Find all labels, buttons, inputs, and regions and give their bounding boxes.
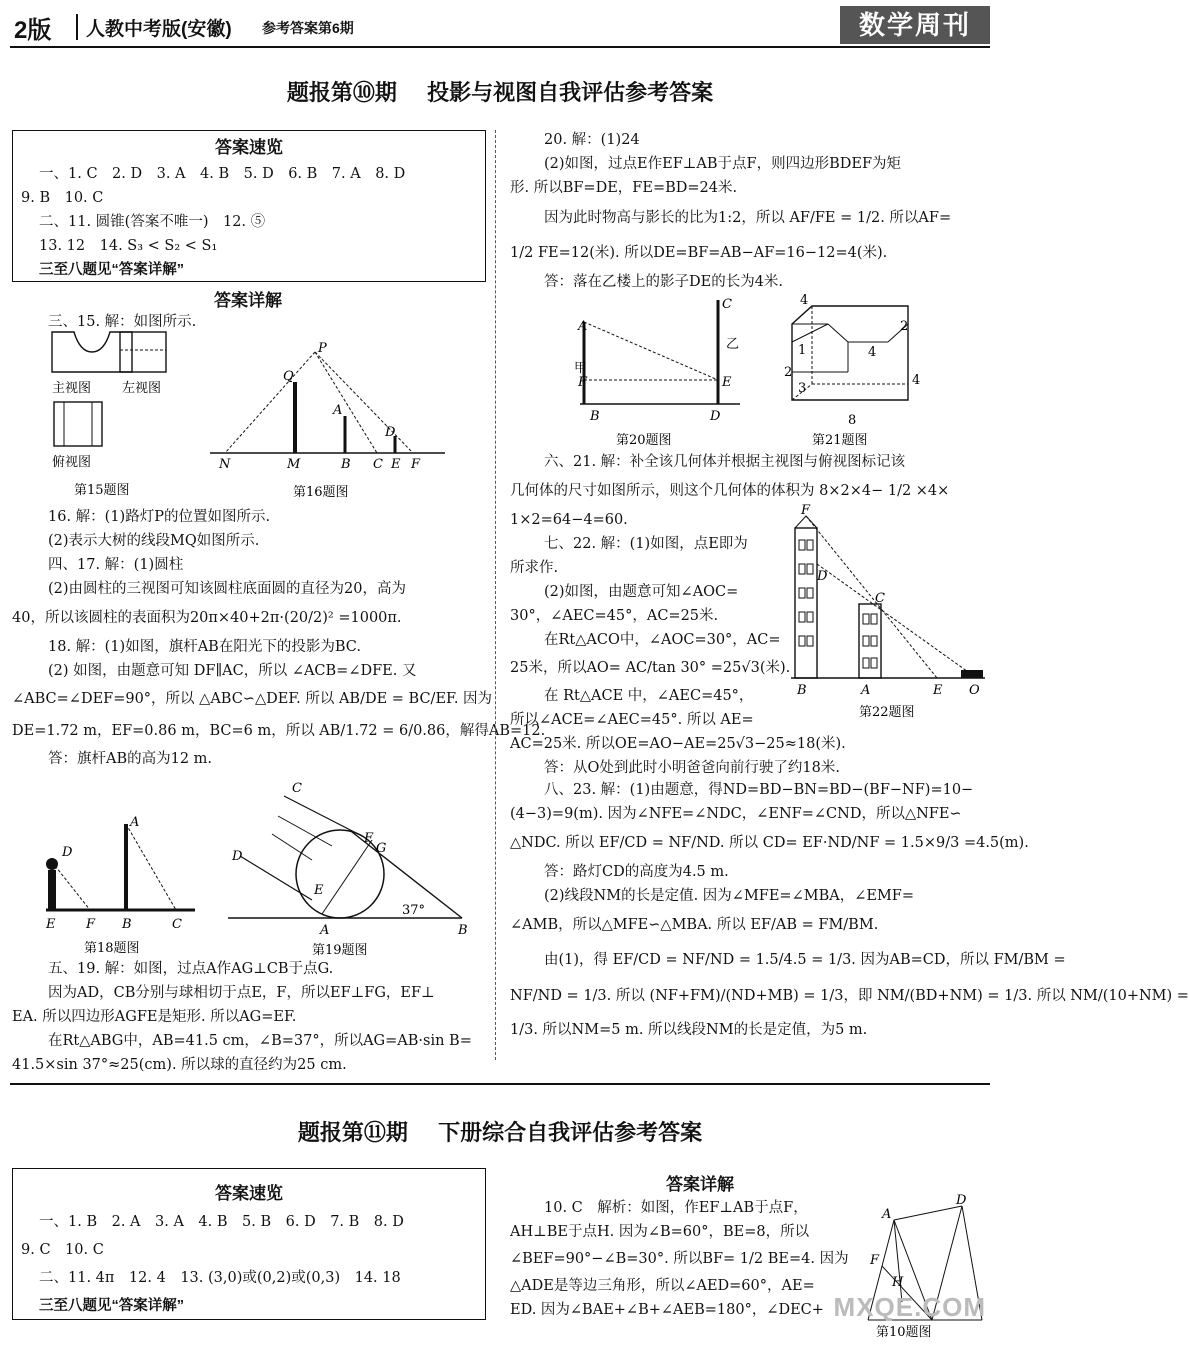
- parallel-ray: [278, 816, 332, 846]
- solution-line: 18. 解：(1)如图，旗杆AB在阳光下的投影为BC.: [48, 639, 361, 655]
- dimension-label: 3: [798, 381, 807, 396]
- top-view-label: 俯视图: [52, 455, 92, 470]
- point-label: B: [797, 683, 807, 698]
- parallel-ray: [284, 796, 362, 836]
- point-label: D: [232, 849, 243, 864]
- point-label: A: [882, 1207, 892, 1222]
- section1-title-topic: 投影与视图自我评估参考答案: [427, 80, 714, 105]
- point-label: F: [86, 917, 96, 932]
- figure-15: [40, 330, 190, 500]
- point-label: F: [870, 1253, 880, 1268]
- solution-line: 形. 所以BF=DE，FE=BD=24米.: [510, 180, 738, 196]
- left-view-label: 左视图: [122, 381, 162, 396]
- light-ray: [225, 352, 315, 453]
- fig16-caption: 第16题图: [293, 485, 349, 500]
- point-label: A: [861, 683, 871, 698]
- figure-18: [40, 812, 205, 960]
- quick-answers-line: 9. C 10. C: [21, 1242, 104, 1258]
- point-label: E: [722, 375, 732, 390]
- point-label: E: [314, 883, 324, 898]
- solution-line: 30°，∠AEC=45°，AC=25米.: [510, 608, 719, 624]
- solution-line: △NDC. 所以 EF/CD = NF/ND. 所以 CD= EF·ND/NF = 1.5×9/3 =4.5(m).: [510, 835, 1029, 851]
- solution-line: 1×2=64−4=60.: [510, 512, 628, 528]
- solid-edge: [828, 324, 848, 342]
- window: [807, 588, 813, 598]
- section2-solutions: [510, 1196, 850, 1322]
- point-label: D: [62, 845, 73, 860]
- solution-line: 1/3. 所以NM=5 m. 所以线段NM的长是定值，为5 m.: [510, 1022, 868, 1038]
- front-view-label: 主视图: [52, 381, 92, 396]
- solution-line: 在 Rt△ACE 中，∠AEC=45°，: [544, 688, 754, 704]
- parallel-ray: [240, 856, 312, 900]
- window: [863, 658, 869, 668]
- quick-answers-line: 三至八题见“答案详解”: [39, 1298, 184, 1314]
- fig22-caption: 第22题图: [859, 705, 915, 720]
- quick-answers-line: 三至八题见“答案详解”: [39, 262, 184, 278]
- section2-title-topic: 下册综合自我评估参考答案: [438, 1120, 703, 1145]
- solution-line: 八、23. 解：(1)由题意，得ND=BD−BN=BD−(BF−NF)=10−: [544, 782, 974, 798]
- solution-line: 1/2 FE=12(米). 所以DE=BF=AB−AF=16−12=4(米).: [510, 245, 888, 261]
- window: [871, 636, 877, 646]
- solution-line: 在Rt△ACO中，∠AOC=30°，AC=: [544, 632, 781, 648]
- solution-line: 10. C 解析：如图，作EF⊥AB于点F，: [544, 1200, 808, 1216]
- point-label: F: [364, 831, 374, 846]
- point-label: C: [875, 591, 885, 606]
- column-divider: [495, 130, 496, 1060]
- edition-label: 2版: [14, 17, 52, 44]
- point-label: 乙: [726, 337, 740, 352]
- point-label: Q: [283, 369, 294, 384]
- tall-building: [795, 528, 817, 678]
- solution-line: 七、22. 解：(1)如图，点E即为: [544, 536, 748, 552]
- q15-text: 三、15. 解：如图所示.: [48, 314, 197, 330]
- point-label: A: [320, 923, 330, 938]
- watermark: MXQE.COM: [833, 1292, 986, 1322]
- window: [871, 614, 877, 624]
- solution-line: ∠BEF=90°−∠B=30°. 所以BF= 1/2 BE=4. 因为: [510, 1251, 849, 1267]
- dimension-label: 2: [784, 365, 793, 380]
- solution-line: NF/ND = 1/3. 所以 (NF+FM)/(ND+MB) = 1/3，即 NM/(BD+NM) = 1/3. 所以 NM/(10+NM) =: [510, 988, 1189, 1004]
- solution-line: 答：从O处到此时小明爸爸向前行驶了约18米.: [544, 760, 840, 776]
- window: [807, 564, 813, 574]
- angle-label: 37°: [402, 903, 426, 918]
- solution-line: 六、21. 解：补全该几何体并根据主视图与俯视图标记该: [544, 454, 906, 470]
- solution-line: 四、17. 解：(1)圆柱: [48, 557, 184, 573]
- fig10-caption: 第10题图: [876, 1325, 932, 1340]
- point-label: C: [172, 917, 182, 932]
- point-label: F: [578, 375, 588, 390]
- fig21-caption: 第21题图: [812, 433, 868, 448]
- solution-line: 16. 解：(1)路灯P的位置如图所示.: [48, 509, 271, 525]
- solution-line: ∠AMB，所以△MFE∽△MBA. 所以 EF/AB = FM/BM.: [510, 917, 879, 933]
- solution-line: 20. 解：(1)24: [544, 132, 640, 148]
- window: [871, 658, 877, 668]
- point-label: E: [46, 917, 56, 932]
- solution-line: ED. 因为∠BAE+∠B+∠AEB=180°，∠DEC+: [510, 1302, 824, 1318]
- point-label: B: [458, 923, 468, 938]
- fig20-caption: 第20题图: [616, 433, 672, 448]
- solution-line: 因为此时物高与影长的比为1:2，所以 AF/FE = 1/2. 所以AF=: [544, 210, 952, 226]
- solution-line: ∠ABC=∠DEF=90°，所以 △ABC∽△DEF. 所以 AB/DE = BC/EF. 因为: [12, 691, 493, 707]
- solution-line: (2)如图，过点E作EF⊥AB于点F，则四边形BDEF为矩: [544, 156, 902, 172]
- quick-answers-line: 二、11. 圆锥(答案不唯一) 12. ⑤: [39, 214, 266, 230]
- dimension-label: 8: [848, 413, 857, 428]
- window: [799, 540, 805, 550]
- right-solutions-1: [510, 128, 988, 294]
- solution-line: AC=25米. 所以OE=AO−AE=25√3−25≈18(米).: [510, 736, 846, 752]
- point-label: A: [578, 319, 588, 334]
- solution-line: (4−3)=9(m). 因为∠NFE=∠NDC，∠ENF=∠CND，所以△NFE∽: [510, 806, 962, 822]
- point-label: D: [385, 425, 396, 440]
- solution-line: 答：旗杆AB的高为12 m.: [48, 751, 213, 767]
- section1-title: [0, 76, 1000, 107]
- detail-title: 答案详解: [666, 1175, 734, 1194]
- figure-20: [560, 292, 750, 452]
- solution-line: 25米，所以AO= AC/tan 30° =25√3(米).: [510, 660, 791, 676]
- window: [799, 612, 805, 622]
- person-body: [48, 870, 56, 910]
- top-view-shape: [54, 402, 102, 446]
- issue-label: 参考答案第6期: [262, 20, 354, 36]
- point-label: D: [956, 1193, 967, 1208]
- section2-title-issue: 题报第⑪期: [297, 1120, 408, 1145]
- car: [961, 670, 983, 678]
- point-label: B: [341, 457, 351, 472]
- point-label: M: [287, 457, 301, 472]
- window: [807, 636, 813, 646]
- section1-title-issue: 题报第⑩期: [286, 80, 397, 105]
- point-label: E: [391, 457, 401, 472]
- quick-answers-line: 二、11. 4π 12. 4 13. (3,0)或(0,2)或(0,3) 14. 18: [39, 1270, 401, 1286]
- point-label: P: [318, 341, 327, 356]
- window: [807, 612, 813, 622]
- figure-19: [222, 776, 482, 961]
- point-label: A: [130, 815, 140, 830]
- point-label: D: [817, 569, 828, 584]
- point-label: 甲: [574, 361, 588, 376]
- left-view-shape: [120, 332, 166, 372]
- point-label: H: [892, 1275, 904, 1290]
- quick-answers-line: 一、1. C 2. D 3. A 4. B 5. D 6. B 7. A 8. D: [39, 166, 406, 182]
- dimension-label: 4: [868, 345, 877, 360]
- fig18-caption: 第18题图: [84, 941, 140, 956]
- solution-line: (2)线段NM的长是定值. 因为∠MFE=∠MBA，∠EMF=: [544, 888, 914, 904]
- header-divider: [76, 14, 78, 40]
- solution-line: DE=1.72 m，EF=0.86 m，BC=6 m，所以 AB/1.72 = 6/0.86，解得AB=12.: [12, 723, 546, 739]
- section-divider: [10, 1083, 990, 1085]
- right-solutions-3: [510, 778, 1189, 1046]
- solution-line: 因为AD，CB分别与球相切于点E，F，所以EF⊥FG，EF⊥: [48, 985, 435, 1001]
- solution-line: 在Rt△ABG中，AB=41.5 cm，∠B=37°，所以AG=AB·sin B=: [48, 1033, 472, 1049]
- solution-line: EA. 所以四边形AGFE是矩形. 所以AG=EF.: [12, 1009, 297, 1025]
- figure-22: [785, 503, 990, 721]
- quick-answers-title: 答案速览: [215, 138, 283, 157]
- fig19-caption: 第19题图: [312, 943, 368, 958]
- dimension-label: 2: [900, 319, 909, 334]
- fig15-caption: 第15题图: [74, 483, 130, 498]
- quick-answers-box: [12, 1168, 486, 1320]
- point-label: O: [969, 683, 980, 698]
- solution-line: 所以∠ACE=∠AEC=45°. 所以 AE=: [510, 712, 754, 728]
- sight-line: [806, 516, 937, 678]
- person-head: [46, 858, 58, 870]
- solution-line: 答：落在乙楼上的影子DE的长为4米.: [544, 274, 784, 290]
- point-label: B: [590, 409, 600, 424]
- section2-title: [0, 1116, 1000, 1147]
- solution-line: (2) 如图，由题意可知 DF∥AC，所以 ∠ACB=∠DFE. 又: [48, 663, 417, 679]
- dimension-label: 4: [800, 293, 809, 308]
- solution-line: 40，所以该圆柱的表面积为20π×40+2π·(20/2)² =1000π.: [12, 610, 402, 626]
- segment-ef: [322, 840, 372, 914]
- solid-edge: [792, 306, 812, 324]
- solution-line: (2)如图，由题意可知∠AOC=: [544, 584, 739, 600]
- sun-ray: [52, 862, 90, 910]
- point-label: F: [801, 503, 811, 518]
- solution-line: △ADE是等边三角形，所以∠AED=60°，AE=: [510, 1278, 815, 1294]
- quick-answers-line: 13. 12 14. S₃ < S₂ < S₁: [39, 238, 218, 254]
- detail-title: 答案详解: [214, 291, 282, 310]
- solution-line: (2)由圆柱的三视图可知该圆柱底面圆的直径为20，高为: [48, 581, 406, 597]
- dimension-label: 1: [798, 343, 807, 358]
- quick-answers-line: 一、1. B 2. A 3. A 4. B 5. B 6. D 7. B 8. D: [39, 1214, 404, 1230]
- left-solutions-2: [12, 957, 487, 1077]
- publisher-label: 人教中考版(安徽): [86, 19, 232, 40]
- sun-ray: [584, 322, 718, 380]
- point-label: B: [122, 917, 132, 932]
- point-label: G: [376, 841, 387, 856]
- point-label: C: [292, 781, 302, 796]
- solution-line: (2)表示大树的线段MQ如图所示.: [48, 533, 260, 549]
- point-label: C: [373, 457, 383, 472]
- solution-line: 五、19. 解：如图，过点A作AG⊥CB于点G.: [48, 961, 334, 977]
- quick-answers-box: [12, 130, 486, 282]
- window: [799, 636, 805, 646]
- page-header: [10, 6, 990, 48]
- window: [863, 614, 869, 624]
- dimension-label: 4: [912, 373, 921, 388]
- solution-line: 几何体的尺寸如图所示，则这个几何体的体积为 8×2×4− 1/2 ×4×: [510, 483, 950, 499]
- solution-line: 由(1)，得 EF/CD = NF/ND = 1.5/4.5 = 1/3. 因为AB=CD，所以 FM/BM =: [544, 952, 1066, 968]
- short-building: [859, 604, 881, 678]
- solution-line: 41.5×sin 37°≈25(cm). 所以球的直径约为25 cm.: [12, 1057, 347, 1073]
- light-ray: [315, 352, 413, 453]
- sun-ray: [126, 824, 176, 910]
- window: [863, 636, 869, 646]
- point-label: C: [722, 297, 732, 312]
- point-label: N: [219, 457, 231, 472]
- solid-edge: [792, 324, 828, 342]
- side-ad: [894, 1206, 962, 1220]
- window: [799, 564, 805, 574]
- solution-line: AH⊥BE于点H. 因为∠B=60°，BE=8，所以: [510, 1224, 810, 1240]
- point-label: D: [710, 409, 721, 424]
- point-label: F: [411, 457, 421, 472]
- point-label: E: [933, 683, 943, 698]
- sight-line: [817, 564, 971, 674]
- quick-answers-title: 答案速览: [215, 1184, 283, 1203]
- point-label: A: [333, 403, 343, 418]
- figure-21: [772, 292, 972, 452]
- solution-line: 答：路灯CD的高度为4.5 m.: [544, 864, 729, 880]
- solution-line: 所求作.: [510, 560, 559, 576]
- masthead: 数学周刊: [840, 6, 990, 44]
- window: [799, 588, 805, 598]
- figure-16: [205, 340, 455, 505]
- quick-answers-line: 9. B 10. C: [21, 190, 104, 206]
- window: [807, 540, 813, 550]
